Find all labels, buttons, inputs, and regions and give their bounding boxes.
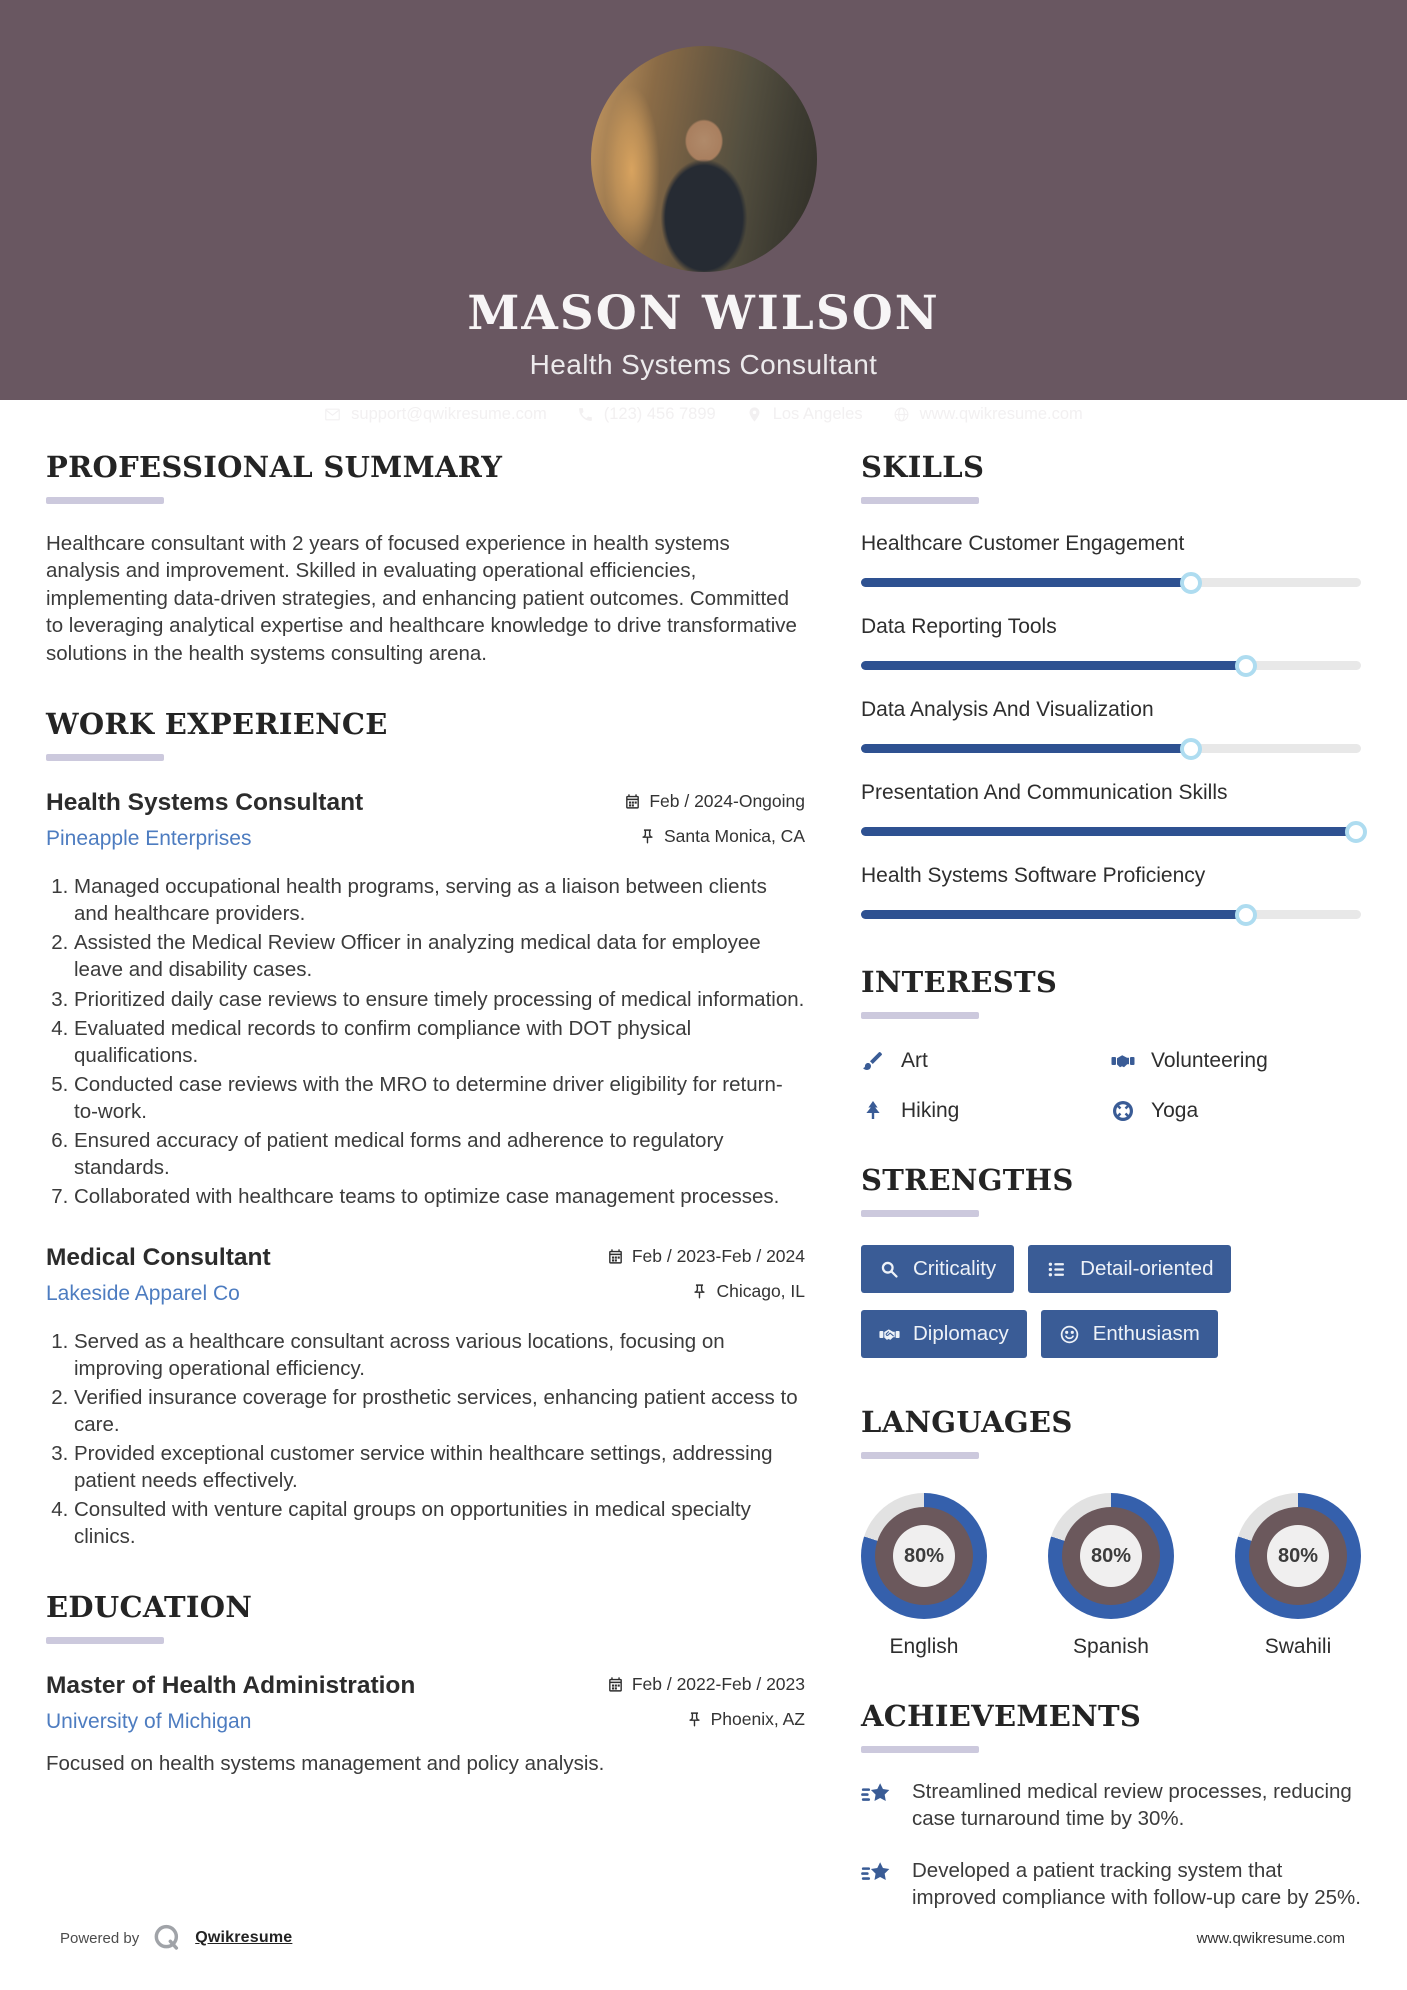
language-donut-chart: [1235, 1493, 1361, 1619]
contact-phone: [577, 405, 716, 424]
skill-slider-handle[interactable]: [1235, 655, 1257, 677]
job-location-text: Chicago, IL: [716, 1280, 805, 1301]
left-column: [46, 450, 805, 1952]
language-donut-chart: [1048, 1493, 1174, 1619]
interest-label: Yoga: [1151, 1099, 1199, 1122]
language-label: Spanish: [1073, 1635, 1149, 1658]
job-bullet: 4. Evaluated medical records to confirm compliance with DOT physical qualifications.: [74, 1015, 805, 1069]
school-link[interactable]: University of Michigan: [46, 1710, 252, 1734]
profile-photo: [591, 46, 817, 272]
job-bullet: 2. Assisted the Medical Review Officer in analyzing medical data for employee leave and disability cases.: [74, 929, 805, 983]
job-company-link[interactable]: Pineapple Enterprises: [46, 827, 252, 851]
qwikresume-logo-icon: [151, 1922, 183, 1954]
search-icon: [879, 1259, 900, 1280]
interest-item: [1111, 1049, 1361, 1073]
smiley-icon: [1059, 1324, 1080, 1345]
skill-row: [861, 864, 1361, 919]
heading-underline: [861, 1746, 979, 1753]
skill-slider-fill: [861, 661, 1246, 670]
language-item: [861, 1493, 987, 1659]
contact-email-text: support@qwikresume.com: [351, 405, 547, 423]
skills-heading: SKILLS: [861, 450, 985, 484]
heading-underline: [46, 497, 164, 504]
job-entry: [46, 1244, 805, 1550]
skill-slider-track: [861, 827, 1361, 836]
wheel-icon: [1111, 1099, 1135, 1123]
skill-slider-track: [861, 744, 1361, 753]
calendar-icon: [607, 1248, 624, 1265]
education-location: [686, 1709, 805, 1730]
header: [0, 0, 1407, 423]
pushpin-icon: [639, 828, 656, 845]
calendar-icon: [607, 1676, 624, 1693]
section-interests: [861, 965, 1361, 1123]
strength-label: Diplomacy: [913, 1322, 1009, 1345]
job-bullet: 5. Conducted case reviews with the MRO to determine driver eligibility for return-to-work.: [74, 1071, 805, 1125]
job-bullet: 3. Prioritized daily case reviews to ensure timely processing of medical information.: [74, 986, 805, 1013]
skill-label: Healthcare Customer Engagement: [861, 532, 1185, 555]
handshake-icon: [1111, 1049, 1135, 1073]
footer: [0, 1922, 1407, 1954]
language-percent: 80%: [893, 1525, 955, 1587]
education-note: Focused on health systems management and policy analysis.: [46, 1752, 605, 1776]
calendar-icon: [624, 793, 641, 810]
skill-label: Data Analysis And Visualization: [861, 698, 1154, 721]
job-dates: [607, 1246, 805, 1267]
interest-label: Art: [901, 1049, 928, 1072]
work-heading: WORK EXPERIENCE: [46, 707, 388, 742]
person-name: MASON WILSON: [467, 286, 940, 341]
right-column: [861, 450, 1361, 1952]
section-education: [46, 1590, 805, 1776]
skill-label: Health Systems Software Proficiency: [861, 864, 1206, 887]
interest-label: Volunteering: [1151, 1049, 1268, 1072]
person-title: Health Systems Consultant: [529, 349, 878, 380]
heading-underline: [861, 1452, 979, 1459]
footer-website: www.qwikresume.com: [1196, 1929, 1345, 1947]
job-dates: [624, 791, 805, 812]
qwikresume-link[interactable]: Qwikresume: [195, 1929, 293, 1946]
pushpin-icon: [686, 1711, 703, 1728]
achievement-text: Developed a patient tracking system that improved compliance with follow-up care by 25%.: [912, 1859, 1361, 1909]
strengths-heading: STRENGTHS: [861, 1163, 1074, 1197]
interest-label: Hiking: [901, 1099, 960, 1122]
language-label: English: [889, 1635, 959, 1658]
skill-slider-fill: [861, 827, 1356, 836]
job-title: Health Systems Consultant: [46, 789, 364, 817]
job-bullet-list: [46, 1328, 805, 1550]
degree-title: Master of Health Administration: [46, 1672, 416, 1700]
job-location: [691, 1281, 805, 1302]
job-bullet: 7. Collaborated with healthcare teams to optimize case management processes.: [74, 1183, 805, 1210]
achievement-item: [861, 1779, 1361, 1832]
strength-badge: [861, 1245, 1014, 1293]
languages-row: [861, 1493, 1361, 1659]
skill-row: [861, 781, 1361, 836]
section-summary: [46, 450, 805, 667]
heading-underline: [861, 1012, 979, 1019]
skill-row: [861, 615, 1361, 670]
language-label: Swahili: [1264, 1635, 1332, 1658]
job-bullet: 6. Ensured accuracy of patient medical forms and adherence to regulatory standards.: [74, 1127, 805, 1181]
job-location-text: Santa Monica, CA: [663, 826, 805, 847]
education-entry: [46, 1672, 805, 1776]
phone-icon: [577, 406, 594, 423]
job-company-link[interactable]: Lakeside Apparel Co: [46, 1281, 240, 1305]
job-bullet-list: [46, 873, 805, 1210]
strength-label: Enthusiasm: [1092, 1322, 1200, 1345]
summary-heading: PROFESSIONAL SUMMARY: [46, 450, 503, 484]
skill-label: Presentation And Communication Skills: [861, 781, 1228, 804]
skill-slider-track: [861, 910, 1361, 919]
globe-icon: [893, 406, 910, 423]
job-bullet: 4. Consulted with venture capital groups on opportunities in medical specialty clinics.: [74, 1496, 805, 1550]
languages-heading: LANGUAGES: [861, 1405, 1073, 1439]
contact-location-text: Los Angeles: [772, 405, 863, 423]
section-skills: [861, 450, 1361, 919]
job-location: [639, 826, 805, 847]
interest-item: [1111, 1099, 1361, 1123]
strength-badge: [861, 1310, 1027, 1358]
job-bullet: 1. Served as a healthcare consultant across various locations, focusing on improving operational efficiency.: [74, 1328, 805, 1382]
skill-slider-handle[interactable]: [1180, 738, 1202, 760]
heading-underline: [861, 497, 979, 504]
skill-label: Data Reporting Tools: [861, 615, 1057, 638]
skill-slider-handle[interactable]: [1345, 821, 1367, 843]
handshake-icon: [879, 1324, 900, 1345]
achievement-text: Streamlined medical review processes, reducing case turnaround time by 30%.: [912, 1780, 1352, 1830]
pine-tree-icon: [861, 1099, 885, 1123]
heading-underline: [861, 1210, 979, 1217]
education-dates-text: Feb / 2022-Feb / 2023: [631, 1674, 805, 1695]
section-achievements: [861, 1699, 1361, 1912]
job-bullet: 3. Provided exceptional customer service within healthcare settings, addressing patient needs effectively.: [74, 1440, 805, 1494]
skill-slider-track: [861, 578, 1361, 587]
job-bullet: 2. Verified insurance coverage for prosthetic services, enhancing patient access to care.: [74, 1384, 805, 1438]
contact-website-text: www.qwikresume.com: [919, 405, 1083, 423]
paintbrush-icon: [861, 1049, 885, 1073]
pushpin-icon: [691, 1283, 708, 1300]
job-bullet: 1. Managed occupational health programs, serving as a liaison between clients and healthcare providers.: [74, 873, 805, 927]
envelope-icon: [324, 406, 341, 423]
achievement-item: [861, 1858, 1361, 1911]
interest-item: [861, 1099, 1111, 1123]
language-percent: 80%: [1267, 1525, 1329, 1587]
strength-badges: [861, 1245, 1361, 1375]
skill-slider-fill: [861, 578, 1191, 587]
section-languages: [861, 1405, 1361, 1659]
section-work-experience: [46, 707, 805, 1550]
skill-slider-fill: [861, 910, 1246, 919]
skill-slider-track: [861, 661, 1361, 670]
shooting-star-icon: [861, 1779, 895, 1813]
education-dates: [607, 1674, 805, 1695]
job-dates-text: Feb / 2023-Feb / 2024: [631, 1245, 805, 1266]
strength-badge: [1028, 1245, 1231, 1293]
location-pin-icon: [746, 406, 763, 423]
interest-item: [861, 1049, 1111, 1073]
interests-heading: INTERESTS: [861, 965, 1058, 999]
contact-email[interactable]: [324, 405, 547, 424]
skill-row: [861, 698, 1361, 753]
language-percent: 80%: [1080, 1525, 1142, 1587]
list-icon: [1046, 1259, 1067, 1280]
strength-badge: [1041, 1310, 1218, 1358]
summary-text: Healthcare consultant with 2 years of focused experience in health systems analysis and improvement. Skilled in evaluating operational efficiencies, implementing data-driven strategies, and enhancing patient outcomes. Committed to leveraging analytical expertise and healthcare knowledge to drive transformative solutions in the health systems consulting arena.: [46, 532, 797, 665]
contact-phone-text: (123) 456 7899: [603, 405, 716, 423]
heading-underline: [46, 1637, 164, 1644]
body: [0, 400, 1407, 1952]
powered-by-text: Powered by: [60, 1929, 140, 1947]
shooting-star-icon: [861, 1858, 895, 1892]
achievements-heading: ACHIEVEMENTS: [861, 1699, 1142, 1733]
skill-slider-fill: [861, 744, 1191, 753]
strength-label: Criticality: [913, 1257, 997, 1280]
job-title: Medical Consultant: [46, 1243, 271, 1271]
section-strengths: [861, 1163, 1361, 1375]
skill-slider-handle[interactable]: [1180, 572, 1202, 594]
heading-underline: [46, 754, 164, 761]
contact-website[interactable]: [893, 405, 1083, 424]
education-heading: EDUCATION: [46, 1590, 253, 1625]
language-item: [1048, 1493, 1174, 1659]
job-entry: [46, 789, 805, 1210]
interests-grid: [861, 1049, 1361, 1123]
language-item: [1235, 1493, 1361, 1659]
language-donut-chart: [861, 1493, 987, 1619]
education-location-text: Phoenix, AZ: [710, 1709, 805, 1730]
contact-location: [746, 405, 863, 424]
strength-label: Detail-oriented: [1080, 1257, 1214, 1280]
job-dates-text: Feb / 2024-Ongoing: [649, 791, 805, 812]
skill-slider-handle[interactable]: [1235, 904, 1257, 926]
skill-row: [861, 532, 1361, 587]
